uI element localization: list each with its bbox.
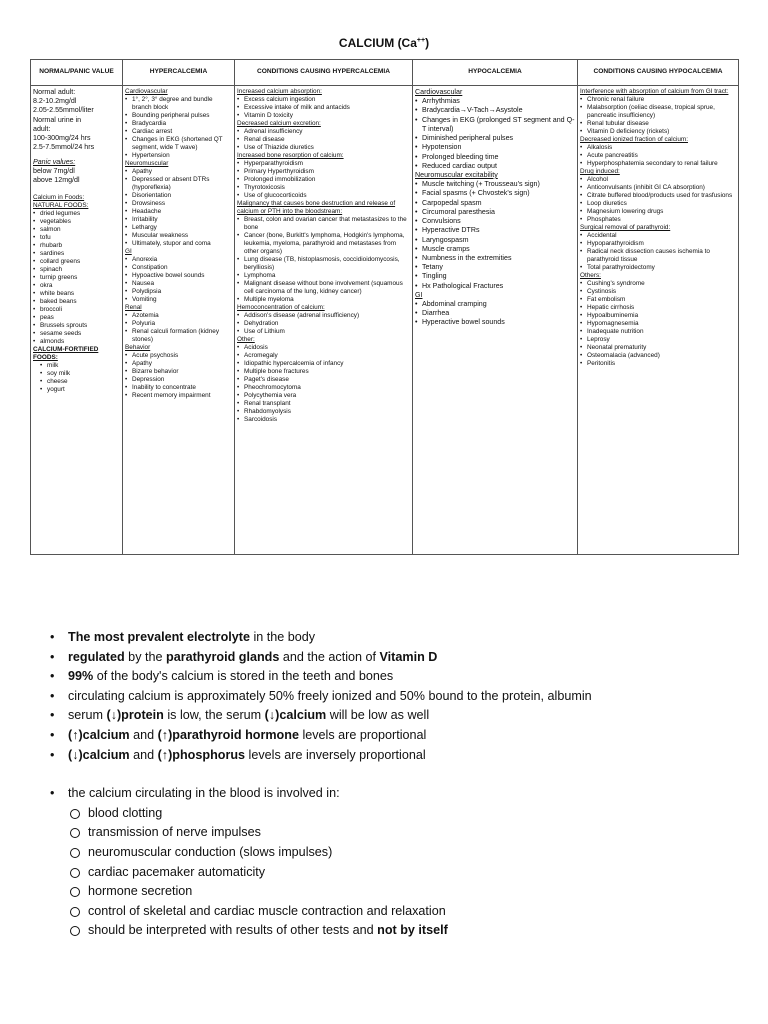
list-item: • Use of Thiazide diuretics (237, 144, 410, 152)
list-item: • Headache (125, 208, 232, 216)
section-title: Interference with absorption of calcium from GI tract: (580, 88, 729, 95)
list-item: • Hypoalbuminemia (580, 312, 736, 320)
list-item: • Malignant disease without bone involvement (squamous cell carcinoma of the lung, kidney cancer) (237, 280, 410, 296)
normal-panic-cell (31, 86, 123, 555)
panic-line: above 12mg/dl (33, 175, 80, 184)
list-item: • Dehydration (237, 320, 410, 328)
note-bullet: • The most prevalent electrolyte in the body (48, 628, 738, 648)
hypo-causes-cell (578, 86, 739, 555)
list-item: • Diarrhea (415, 309, 575, 318)
list-item: • Polycythemia vera (237, 392, 410, 400)
note-sub-item: cardiac pacemaker automaticity (48, 863, 738, 883)
list-item: • Irritability (125, 216, 232, 224)
food-item: • Brussels sprouts (33, 322, 120, 330)
list-item: • Laryngospasm (415, 236, 575, 245)
list-item: • Ultimately, stupor and coma (125, 240, 232, 248)
list-item: • Prolonged bleeding time (415, 153, 575, 162)
natural-foods-list (33, 210, 120, 346)
list-item: • Cushing's syndrome (580, 280, 736, 288)
normal-values (33, 88, 120, 185)
list-item: • Tingling (415, 272, 575, 281)
normal-line: 2.5-7.5mmol/24 hrs (33, 143, 95, 152)
list-item: • Idiopathic hypercalcemia of infancy (237, 360, 410, 368)
list-item: • Numbness in the extremities (415, 254, 575, 263)
list-item: • Renal calculi formation (kidney stones) (125, 328, 232, 344)
section-title: GI (125, 248, 132, 255)
list-item: • Constipation (125, 264, 232, 272)
food-item: • soy milk (33, 370, 120, 378)
food-item: • white beans (33, 290, 120, 298)
food-item: • cheese (33, 378, 120, 386)
list-item: • Acidosis (237, 344, 410, 352)
list-item: • Radical neck dissection causes ischemia to parathyroid tissue (580, 248, 736, 264)
list-item: • Vitamin D toxicity (237, 112, 410, 120)
list-item: • Lethargy (125, 224, 232, 232)
list-item: • Cardiac arrest (125, 128, 232, 136)
list-item: • Bizarre behavior (125, 368, 232, 376)
section-title: Increased calcium absorption: (237, 88, 322, 95)
list-item: • Hx Pathological Fractures (415, 282, 575, 291)
list-item: • Anticonvulsants (inhibit GI CA absorption) (580, 184, 736, 192)
list-item: • Vomiting (125, 296, 232, 304)
normal-line: 8.2-10.2mg/dl (33, 97, 77, 106)
list-item: • Fat embolism (580, 296, 736, 304)
list-item: • Alcohol (580, 176, 736, 184)
food-item: • baked beans (33, 298, 120, 306)
list-item: • Use of Lithium (237, 328, 410, 336)
section-title: Hemoconcentration of calcium: (237, 304, 325, 311)
list-item: • Addison's disease (adrenal insufficiency) (237, 312, 410, 320)
table-body-row (31, 86, 739, 555)
list-item: • Abdominal cramping (415, 300, 575, 309)
list-item: • Multiple bone fractures (237, 368, 410, 376)
list-item: • Cystinosis (580, 288, 736, 296)
list-item: • Facial spasms (+ Chvostek's sign) (415, 189, 575, 198)
note-bullet: • 99% of the body's calcium is stored in the teeth and bones (48, 667, 738, 687)
note-bullet: • (↑)calcium and (↑)parathyroid hormone levels are proportional (48, 726, 738, 746)
list-item: • Multiple myeloma (237, 296, 410, 304)
food-item: • milk (33, 362, 120, 370)
list-item: • Muscular weakness (125, 232, 232, 240)
list-item: • Anorexia (125, 256, 232, 264)
list-item: • Pheochromocytoma (237, 384, 410, 392)
list-item: • Accidental (580, 232, 736, 240)
list-item: • Hyperparathyroidism (237, 160, 410, 168)
list-item: • Vitamin D deficiency (rickets) (580, 128, 736, 136)
note-sub-item: transmission of nerve impulses (48, 823, 738, 843)
list-item: • Hypertension (125, 152, 232, 160)
list-item: • Breast, colon and ovarian cancer that metastasizes to the bone (237, 216, 410, 232)
title-superscript: ++ (416, 37, 426, 44)
list-item: • Muscle cramps (415, 245, 575, 254)
list-item: • Hyperphosphatemia secondary to renal failure (580, 160, 736, 168)
list-item: • Depression (125, 376, 232, 384)
section-title: Decreased calcium excretion: (237, 120, 321, 127)
list-item: • Leprosy (580, 336, 736, 344)
food-item: • almonds (33, 338, 120, 346)
hypocalcemia-cell (413, 86, 578, 555)
list-item: • Adrenal insufficiency (237, 128, 410, 136)
list-item: • Excessive intake of milk and antacids (237, 104, 410, 112)
list-item: • Hepatic cirrhosis (580, 304, 736, 312)
list-item: • Convulsions (415, 217, 575, 226)
section-title: Increased bone resorption of calcium: (237, 152, 344, 159)
list-item: • Recent memory impairment (125, 392, 232, 400)
notes-section (48, 628, 738, 941)
list-item: • Magnesium lowering drugs (580, 208, 736, 216)
note-bullet: • circulating calcium is approximately 50% freely ionized and 50% bound to the protein, albumin (48, 687, 738, 707)
food-item: • salmon (33, 226, 120, 234)
list-item: • Apathy (125, 360, 232, 368)
note-sub-item: control of skeletal and cardiac muscle contraction and relaxation (48, 902, 738, 922)
section-title: Neuromuscular excitability (415, 170, 498, 179)
table-header-row (31, 60, 739, 86)
food-item: • peas (33, 314, 120, 322)
list-item: • Osteomalacia (advanced) (580, 352, 736, 360)
food-item: • rhubarb (33, 242, 120, 250)
hyper-causes-cell (235, 86, 413, 555)
calcium-table (30, 59, 739, 555)
list-item: • Hypoactive bowel sounds (125, 272, 232, 280)
food-item: • vegetables (33, 218, 120, 226)
fortified-foods-list (33, 362, 120, 394)
section-title: Neuromuscular (125, 160, 169, 167)
list-item: • Changes in EKG (prolonged ST segment and Q-T interval) (415, 116, 575, 134)
list-item: • Circumoral paresthesia (415, 208, 575, 217)
page-title (0, 36, 768, 50)
list-item: • Bounding peripheral pulses (125, 112, 232, 120)
list-item: • Hypotension (415, 143, 575, 152)
list-item: • Changes in EKG (shortened QT segment, wide T wave) (125, 136, 232, 152)
food-item: • sesame seeds (33, 330, 120, 338)
list-item: • Inability to concentrate (125, 384, 232, 392)
list-item: • Renal tubular disease (580, 120, 736, 128)
list-item: • Use of glucocorticoids (237, 192, 410, 200)
list-item: • Peritonitis (580, 360, 736, 368)
list-item: • Bradycardia→V-Tach→Asystole (415, 106, 575, 115)
list-item: • Hypomagnesemia (580, 320, 736, 328)
list-item: • Total parathyroidectomy (580, 264, 736, 272)
food-item: • okra (33, 282, 120, 290)
section-title: Renal (125, 304, 142, 311)
list-item: • Loop diuretics (580, 200, 736, 208)
natural-foods-title: NATURAL FOODS: (33, 202, 89, 210)
list-item: • Paget's disease (237, 376, 410, 384)
note-bullet: • regulated by the parathyroid glands and the action of Vitamin D (48, 648, 738, 668)
food-item: • sardines (33, 250, 120, 258)
panic-line: below 7mg/dl (33, 166, 75, 175)
section-title: GI (415, 290, 423, 299)
food-item: • turnip greens (33, 274, 120, 282)
list-item: • Acromegaly (237, 352, 410, 360)
list-item: • Hyperactive bowel sounds (415, 318, 575, 327)
list-item: • Malabsorption (celiac disease, tropical sprue, pancreatic insufficiency) (580, 104, 736, 120)
section-title: Cardiovascular (125, 88, 168, 95)
note-bullet: • (↓)calcium and (↑)phosphorus levels are inversely proportional (48, 746, 738, 766)
normal-line: Normal adult: (33, 88, 76, 96)
normal-line: 2.05-2.55mmol/liter (33, 106, 94, 115)
list-item: • Cancer (bone, Burkitt's lymphoma, Hodgkin's lymphoma, leukemia, myeloma, parathyroid and metastases from other organs) (237, 232, 410, 256)
note-sub-item: hormone secretion (48, 882, 738, 902)
section-title: Behavior (125, 344, 151, 351)
header-hypocalcemia: HYPOCALCEMIA (413, 60, 578, 86)
food-item: • broccoli (33, 306, 120, 314)
food-item: • tofu (33, 234, 120, 242)
section-title: Malignancy that causes bone destruction and release of calcium or PTH into the bloodstream: (237, 200, 396, 215)
list-item: • Acute psychosis (125, 352, 232, 360)
note-sub-item: blood clotting (48, 804, 738, 824)
note-sub-item: neuromuscular conduction (slows impulses) (48, 843, 738, 863)
food-item: • dried legumes (33, 210, 120, 218)
section-title: Other: (237, 336, 255, 343)
list-item: • Neonatal prematurity (580, 344, 736, 352)
list-item: • Chronic renal failure (580, 96, 736, 104)
section-title: Drug induced: (580, 168, 620, 175)
list-item: • Hyperactive DTRs (415, 226, 575, 235)
list-item: • Bradycardia (125, 120, 232, 128)
header-hyper-causes: CONDITIONS CAUSING HYPERCALCEMIA (235, 60, 413, 86)
list-item: • Inadequate nutrition (580, 328, 736, 336)
panic-title: Panic values: (33, 157, 76, 166)
list-item: • Alkalosis (580, 144, 736, 152)
list-item: • Carpopedal spasm (415, 199, 575, 208)
section-title: Cardiovascular (415, 88, 463, 96)
list-item: • Lung disease (TB, histoplasmosis, coccidioidomycosis, berylliosis) (237, 256, 410, 272)
header-normal-panic: NORMAL/PANIC VALUE (31, 60, 123, 86)
list-item: • Azotemia (125, 312, 232, 320)
list-item: • Lymphoma (237, 272, 410, 280)
section-title: Decreased ionized fraction of calcium: (580, 136, 688, 143)
list-item: • Renal transplant (237, 400, 410, 408)
list-item: • Arrhythmias (415, 97, 575, 106)
list-item: • Reduced cardiac output (415, 162, 575, 171)
food-item: • yogurt (33, 386, 120, 394)
list-item: • Muscle twitching (+ Trousseau's sign) (415, 180, 575, 189)
list-item: • Phosphates (580, 216, 736, 224)
list-item: • Thyrotoxicosis (237, 184, 410, 192)
list-item: • Polydipsia (125, 288, 232, 296)
list-item: • Rhabdomyolysis (237, 408, 410, 416)
food-item: • spinach (33, 266, 120, 274)
list-item: • Polyuria (125, 320, 232, 328)
header-hypercalcemia: HYPERCALCEMIA (123, 60, 235, 86)
list-item: • Sarcoidosis (237, 416, 410, 424)
title-text: CALCIUM (Ca (338, 36, 417, 50)
list-item: • Diminished peripheral pulses (415, 134, 575, 143)
header-hypo-causes: CONDITIONS CAUSING HYPOCALCEMIA (578, 60, 739, 86)
foods-title: Calcium in Foods: (33, 194, 85, 202)
list-item: • Hypoparathyroidism (580, 240, 736, 248)
list-item: • Excess calcium ingestion (237, 96, 410, 104)
note-sub-list (48, 804, 738, 922)
section-title: Surgical removal of parathyroid: (580, 224, 671, 231)
normal-line: adult: (33, 124, 51, 133)
list-item: • Nausea (125, 280, 232, 288)
list-item: • Renal disease (237, 136, 410, 144)
normal-line: 100-300mg/24 hrs (33, 134, 91, 143)
list-item: • Depressed or absent DTRs (hyporeflexia) (125, 176, 232, 192)
list-item: • 1°, 2°, 3° degree and bundle branch block (125, 96, 232, 112)
note-bullet: • serum (↓)protein is low, the serum (↓)calcium will be low as well (48, 706, 738, 726)
list-item: • Disorientation (125, 192, 232, 200)
section-title: Others: (580, 272, 601, 279)
normal-line: Normal urine in (33, 115, 82, 124)
list-item: • Apathy (125, 168, 232, 176)
list-item: • Prolonged immobilization (237, 176, 410, 184)
note-sub-item: should be interpreted with results of other tests and not by itself (48, 921, 738, 941)
list-item: • Acute pancreatitis (580, 152, 736, 160)
title-close: ) (425, 36, 430, 50)
food-item: • collard greens (33, 258, 120, 266)
list-item: • Drowsiness (125, 200, 232, 208)
hypercalcemia-cell (123, 86, 235, 555)
fortified-foods-title: CALCIUM-FORTIFIED FOODS: (33, 346, 99, 362)
list-item: • Tetany (415, 263, 575, 272)
list-item: • Citrate buffered blood/products used for trasfusions (580, 192, 736, 200)
note-bullet: • the calcium circulating in the blood is involved in: (48, 784, 738, 804)
list-item: • Primary Hyperthyroidism (237, 168, 410, 176)
